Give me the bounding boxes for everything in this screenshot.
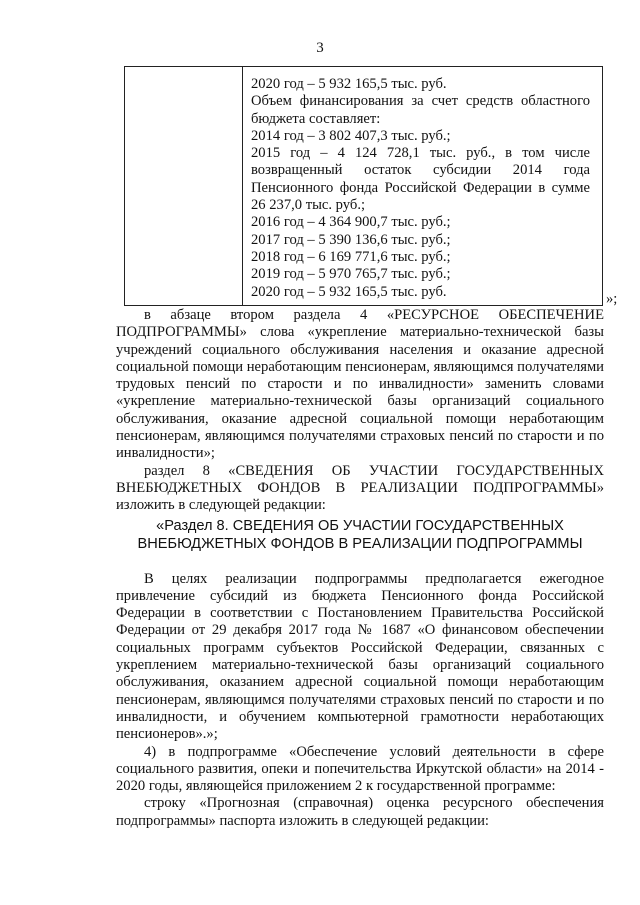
paragraph-section8-amendment: раздел 8 «СВЕДЕНИЯ ОБ УЧАСТИИ ГОСУДАРСТВЕННЫХ ВНЕБЮДЖЕТНЫХ ФОНДОВ В РЕАЛИЗАЦИИ ПОДПРОГРАММЫ» изложить в следующей редакции: — [116, 462, 604, 514]
table-closing-quote: »; — [606, 291, 618, 307]
paragraph-subprogram-4: 4) в подпрограмме «Обеспечение условий деятельности в сфере социального развития, опеки и попечительства Иркутской области» на 2014 - 2020 годы, являющейся приложением 2 к государственной программе: — [116, 743, 604, 795]
paragraph-subsidies: В целях реализации подпрограммы предполагается ежегодное привлечение субсидий из бюджета Пенсионного фонда Российской Федерации в соответствии с Постановлением Правительства Российской Федерации от 29 декабря 2017 года № 1687 «О финансовом обеспечении социальных программ субъектов Российской Федерации, связанных с укреплением материально-технической базы организаций социального обслуживания, оказанием адресной социальной помощи неработающим пенсионерам, являющимся получателями страховых пенсий по старости и по инвалидности, и обучением компьютерной грамотности неработающих пенсионеров».»; — [116, 570, 604, 743]
paragraph-forecast-row: строку «Прогнозная (справочная) оценка ресурсного обеспечения подпрограммы» паспорта изложить в следующей редакции: — [116, 795, 604, 829]
table-line: 2019 год – 5 970 765,7 тыс. руб.; — [251, 266, 451, 283]
table-left-cell — [125, 67, 243, 305]
table-right-cell — [243, 67, 602, 301]
table-line: 2020 год – 5 932 165,5 тыс. руб. — [251, 283, 447, 300]
table-line: 2020 год – 5 932 165,5 тыс. руб. — [251, 76, 447, 92]
section8-heading-line2: ВНЕБЮДЖЕТНЫХ ФОНДОВ В РЕАЛИЗАЦИИ ПОДПРОГРАММЫ — [137, 535, 583, 552]
page-number: 3 — [316, 40, 324, 56]
funding-table — [124, 66, 603, 306]
paragraph-section4-amendment: в абзаце втором раздела 4 «РЕСУРСНОЕ ОБЕСПЕЧЕНИЕ ПОДПРОГРАММЫ» слова «укрепление материально-технической базы учреждений социального обслуживания населения и оказание адресной социальной помощи неработающим пенсионерам, являющимся получателями трудовых пенсий по старости и по инвалидности» заменить словами «укрепление материально-технической базы организаций социального обслуживания, оказание адресной социальной помощи неработающим пенсионерам, являющимся получателями страховых пенсий по старости и по инвалидности»; — [116, 307, 604, 462]
section8-heading-line1: «Раздел 8. СВЕДЕНИЯ ОБ УЧАСТИИ ГОСУДАРСТВЕННЫХ — [156, 517, 564, 534]
blank-line — [116, 553, 604, 571]
table-line: 2016 год – 4 364 900,7 тыс. руб.; — [251, 214, 451, 231]
table-line: Объем финансирования за счет средств областного бюджета составляет: — [251, 93, 590, 127]
table-line: 2014 год – 3 802 407,3 тыс. руб.; — [251, 127, 451, 144]
table-line: 2015 год – 4 124 728,1 тыс. руб., в том числе возвращенный остаток субсидии 2014 года Пенсионного фонда Российской Федерации в сумме 26 237,0 тыс. руб.; — [251, 145, 590, 214]
table-line: 2018 год – 6 169 771,6 тыс. руб.; — [251, 248, 451, 265]
section8-heading — [116, 517, 604, 553]
table-line: 2017 год – 5 390 136,6 тыс. руб.; — [251, 231, 451, 248]
body-text — [116, 307, 604, 830]
